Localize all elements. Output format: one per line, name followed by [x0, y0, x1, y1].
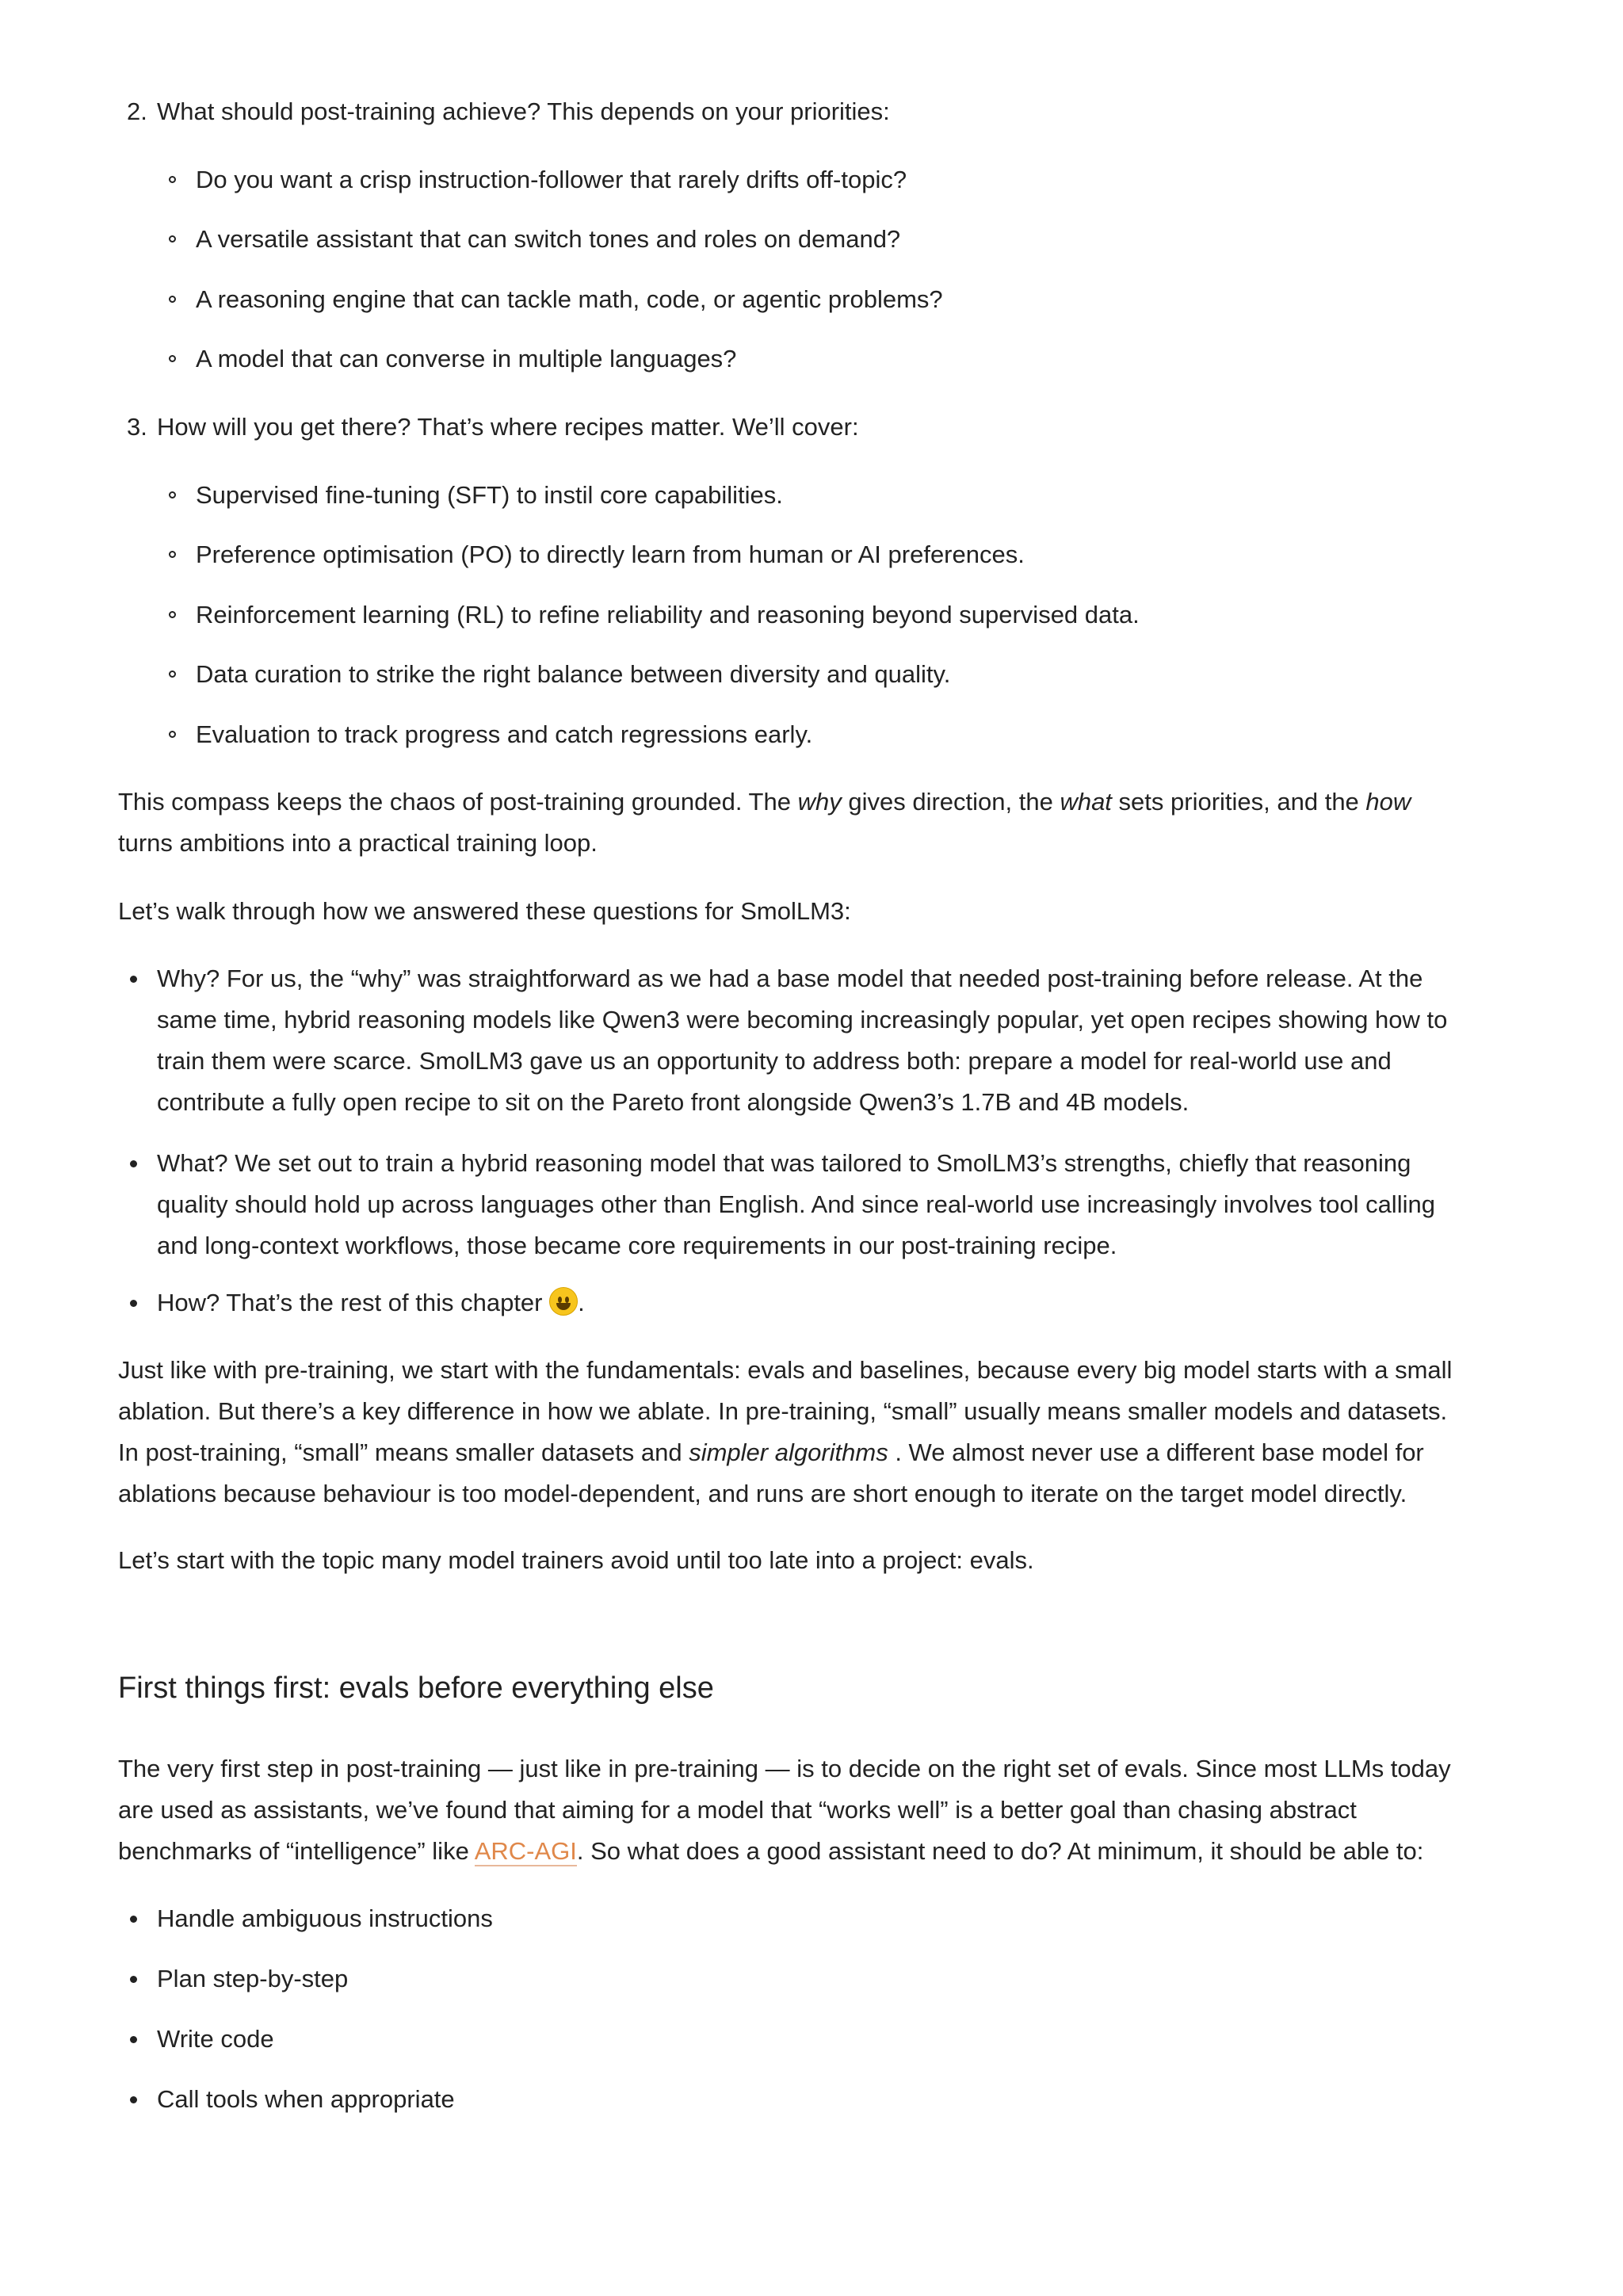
emphasis: why: [797, 788, 842, 816]
text-run: In post-training, “small” means smaller datasets and: [118, 1438, 689, 1466]
disc-bullet-icon: [130, 1916, 137, 1923]
compass-paragraph-line: [118, 781, 1513, 823]
list-item: Handle ambiguous instructions: [157, 1904, 493, 1932]
circle-bullet-icon: [169, 296, 176, 303]
paragraph-line: ablations because behaviour is too model-dependent, and runs are short enough to iterate on the target model directly.: [118, 1480, 1407, 1507]
paragraph-line: are used as assistants, we’ve found that aiming for a model that “works well” is a better goal than chasing abstract: [118, 1796, 1357, 1824]
list-item: Evaluation to track progress and catch regressions early.: [196, 720, 813, 748]
circle-bullet-icon: [169, 355, 176, 362]
circle-bullet-icon: [169, 176, 176, 183]
list-item: Data curation to strike the right balance between diversity and quality.: [196, 660, 951, 688]
text-run: How? That’s the rest of this chapter: [157, 1289, 550, 1316]
list-item: Write code: [157, 2025, 274, 2053]
compass-paragraph-line: turns ambitions into a practical training loop.: [118, 829, 598, 857]
paragraph-line: ablation. But there’s a key difference in how we ablate. In pre-training, “small” usually means smaller models and datasets.: [118, 1397, 1448, 1425]
emphasis: how: [1365, 788, 1411, 816]
circle-bullet-icon: [169, 491, 176, 499]
paragraph: Let’s walk through how we answered these questions for SmolLM3:: [118, 897, 851, 925]
emphasis: simpler algorithms: [689, 1438, 888, 1466]
list-item-line: Why? For us, the “why” was straightforward as we had a base model that needed post-training before release. At the: [157, 965, 1423, 992]
text-run: gives direction, the: [841, 788, 1060, 816]
list-item: A reasoning engine that can tackle math, code, or agentic problems?: [196, 285, 943, 313]
list-item-text: How will you get there? That’s where recipes matter. We’ll cover:: [157, 413, 859, 441]
circle-bullet-icon: [169, 670, 176, 678]
circle-bullet-icon: [169, 551, 176, 558]
paragraph-line: Just like with pre-training, we start with the fundamentals: evals and baselines, because every big model starts with a small: [118, 1356, 1453, 1384]
grinning-face-icon: [549, 1287, 578, 1316]
section-heading: First things first: evals before everything else: [118, 1671, 714, 1705]
disc-bullet-icon: [130, 2096, 137, 2103]
list-item: Call tools when appropriate: [157, 2085, 455, 2113]
arc-agi-link[interactable]: ARC-AGI: [474, 1837, 577, 1865]
text-run: .: [578, 1289, 585, 1316]
list-item: Preference optimisation (PO) to directly learn from human or AI preferences.: [196, 541, 1025, 568]
disc-bullet-icon: [130, 1300, 137, 1307]
list-item: Supervised fine-tuning (SFT) to instil core capabilities.: [196, 481, 783, 509]
circle-bullet-icon: [169, 611, 176, 618]
list-number: 2.: [127, 97, 147, 125]
circle-bullet-icon: [169, 731, 176, 738]
disc-bullet-icon: [130, 2036, 137, 2043]
text-run: benchmarks of “intelligence” like: [118, 1837, 475, 1865]
circle-bullet-icon: [169, 235, 176, 243]
text-run: . We almost never use a different base model for: [888, 1438, 1424, 1466]
list-item: [157, 1282, 1552, 1324]
text-run: This compass keeps the chaos of post-training grounded. The: [118, 788, 798, 816]
disc-bullet-icon: [130, 976, 137, 983]
paragraph-line: [118, 1831, 1513, 1872]
list-item-line: and long-context workflows, those became core requirements in our post-training recipe.: [157, 1232, 1117, 1259]
list-item: A versatile assistant that can switch tones and roles on demand?: [196, 225, 901, 253]
paragraph: Let’s start with the topic many model trainers avoid until too late into a project: evals.: [118, 1546, 1034, 1574]
text-run: sets priorities, and the: [1111, 788, 1366, 816]
disc-bullet-icon: [130, 1160, 137, 1167]
paragraph-line: [118, 1432, 1513, 1473]
list-item: Reinforcement learning (RL) to refine reliability and reasoning beyond supervised data.: [196, 601, 1140, 628]
paragraph-line: The very first step in post-training — just like in pre-training — is to decide on the right set of evals. Since most LLMs today: [118, 1755, 1451, 1782]
list-item-line: train them were scarce. SmolLM3 gave us an opportunity to address both: prepare a model for real-world use and: [157, 1047, 1392, 1075]
list-item-line: quality should hold up across languages other than English. And since real-world use increasingly involves tool calling: [157, 1190, 1435, 1218]
list-item: Plan step-by-step: [157, 1965, 349, 1992]
list-item-line: same time, hybrid reasoning models like Qwen3 were becoming increasingly popular, yet open recipes showing how to: [157, 1006, 1448, 1033]
list-item-text: What should post-training achieve? This depends on your priorities:: [157, 97, 890, 125]
list-item-line: contribute a fully open recipe to sit on the Pareto front alongside Qwen3’s 1.7B and 4B models.: [157, 1088, 1190, 1116]
list-number: 3.: [127, 413, 147, 441]
list-item: A model that can converse in multiple languages?: [196, 345, 737, 372]
list-item-line: What? We set out to train a hybrid reasoning model that was tailored to SmolLM3’s strengths, chiefly that reasoning: [157, 1149, 1411, 1177]
disc-bullet-icon: [130, 1976, 137, 1983]
emphasis: what: [1060, 788, 1112, 816]
text-run: . So what does a good assistant need to do? At minimum, it should be able to:: [576, 1837, 1424, 1865]
list-item: Do you want a crisp instruction-follower that rarely drifts off-topic?: [196, 166, 907, 193]
